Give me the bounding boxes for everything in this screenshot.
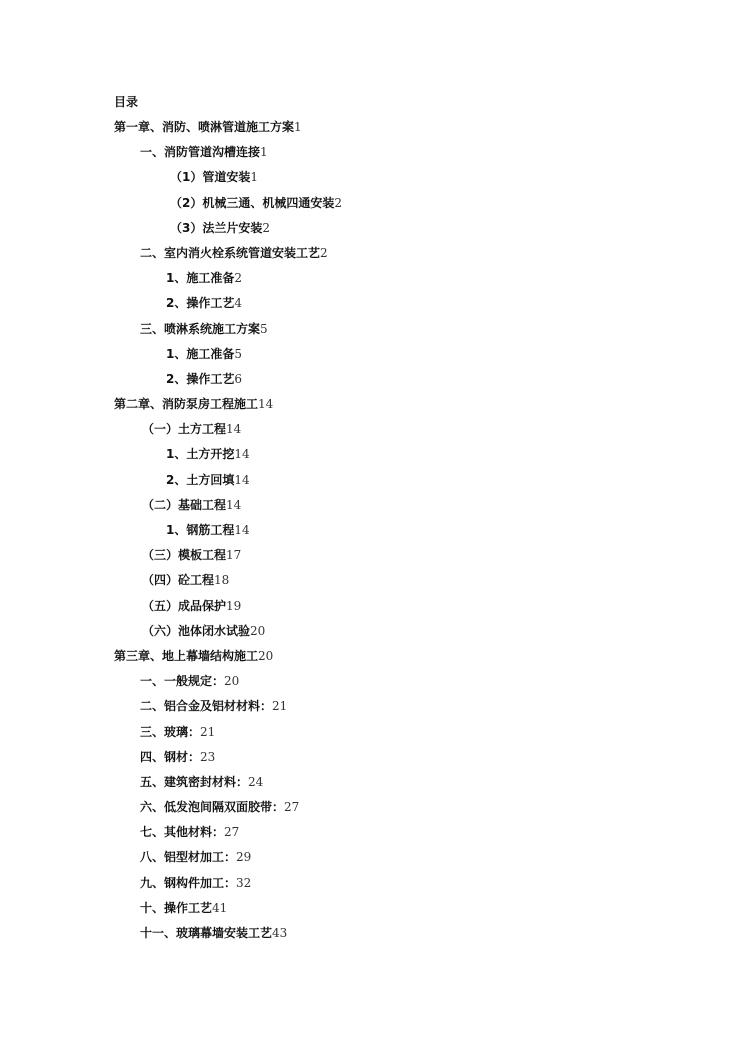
toc-entry[interactable] bbox=[0, 521, 744, 546]
toc-entry-page-number: 4 bbox=[234, 296, 242, 311]
toc-entry-label: 一、消防管道沟槽连接 bbox=[140, 145, 261, 160]
toc-entry-page-number: 20 bbox=[224, 674, 240, 689]
toc-entry[interactable] bbox=[0, 723, 744, 748]
toc-entry[interactable] bbox=[0, 395, 744, 420]
toc-list bbox=[0, 118, 744, 949]
toc-entry-label: 1、施工准备 bbox=[166, 346, 235, 361]
toc-entry[interactable] bbox=[0, 244, 744, 269]
toc-entry-label: 五、建筑密封材料： bbox=[140, 774, 249, 789]
toc-entry[interactable] bbox=[0, 924, 744, 949]
toc-entry-page-number: 1 bbox=[260, 145, 268, 160]
toc-entry-page-number: 41 bbox=[212, 900, 228, 915]
toc-entry-label: 七、其他材料： bbox=[140, 825, 225, 840]
toc-entry-page-number: 14 bbox=[258, 397, 274, 412]
toc-entry[interactable] bbox=[0, 899, 744, 924]
toc-entry-page-number: 17 bbox=[226, 548, 242, 563]
toc-entry-page-number: 14 bbox=[226, 422, 242, 437]
toc-entry[interactable] bbox=[0, 194, 744, 219]
toc-entry[interactable] bbox=[0, 294, 744, 319]
toc-entry[interactable] bbox=[0, 269, 744, 294]
toc-entry-page-number: 6 bbox=[234, 371, 242, 386]
toc-entry-label: 2、土方回填 bbox=[166, 472, 235, 487]
toc-entry[interactable] bbox=[0, 748, 744, 773]
toc-entry-page-number: 21 bbox=[200, 724, 216, 739]
toc-entry-page-number: 5 bbox=[234, 346, 242, 361]
toc-entry-label: （三）模板工程 bbox=[142, 548, 227, 563]
toc-entry-label: （一）土方工程 bbox=[142, 422, 227, 437]
toc-entry[interactable] bbox=[0, 672, 744, 697]
toc-entry-label: 1、土方开挖 bbox=[166, 447, 235, 462]
toc-entry-label: 三、玻璃： bbox=[140, 724, 201, 739]
toc-entry-label: 十一、玻璃幕墙安装工艺 bbox=[140, 926, 273, 940]
toc-entry-label: （2）机械三通、机械四通安装 bbox=[170, 195, 335, 210]
toc-entry-label: （五）成品保护 bbox=[142, 598, 227, 613]
toc-entry[interactable] bbox=[0, 370, 744, 395]
toc-entry-label: 1、施工准备 bbox=[166, 271, 235, 286]
toc-entry-page-number: 21 bbox=[272, 699, 288, 714]
toc-entry[interactable] bbox=[0, 168, 744, 193]
toc-entry-label: （四）砼工程 bbox=[142, 573, 215, 588]
toc-entry-page-number: 14 bbox=[234, 472, 250, 487]
toc-entry[interactable] bbox=[0, 773, 744, 798]
toc-entry-label: 十、操作工艺 bbox=[140, 900, 213, 915]
toc-title: 目录 bbox=[114, 95, 139, 109]
toc-entry-page-number: 43 bbox=[272, 926, 288, 940]
toc-entry[interactable] bbox=[0, 571, 744, 596]
toc-entry-page-number: 18 bbox=[214, 573, 230, 588]
toc-entry-label: （1）管道安装 bbox=[170, 170, 251, 185]
toc-entry[interactable] bbox=[0, 471, 744, 496]
toc-entry-page-number: 32 bbox=[236, 875, 252, 890]
toc-entry-page-number: 5 bbox=[260, 321, 268, 336]
toc-entry-page-number: 2 bbox=[262, 220, 270, 235]
toc-entry-label: 九、钢构件加工： bbox=[140, 875, 237, 890]
toc-entry[interactable] bbox=[0, 420, 744, 445]
toc-entry[interactable] bbox=[0, 597, 744, 622]
toc-entry[interactable] bbox=[0, 118, 744, 143]
toc-entry-label: 二、铝合金及铝材材料： bbox=[140, 699, 273, 714]
toc-entry-label: （3）法兰片安装 bbox=[170, 220, 263, 235]
toc-entry-page-number: 2 bbox=[320, 245, 328, 260]
toc-entry-label: 2、操作工艺 bbox=[166, 371, 235, 386]
toc-entry-page-number: 14 bbox=[226, 497, 242, 512]
toc-entry-label: （六）池体闭水试验 bbox=[142, 623, 251, 638]
toc-entry-page-number: 27 bbox=[284, 800, 300, 815]
toc-entry[interactable] bbox=[0, 496, 744, 521]
toc-entry[interactable] bbox=[0, 546, 744, 571]
toc-entry[interactable] bbox=[0, 143, 744, 168]
toc-entry[interactable] bbox=[0, 848, 744, 873]
toc-entry[interactable] bbox=[0, 798, 744, 823]
toc-entry-page-number: 2 bbox=[334, 195, 342, 210]
toc-entry-page-number: 1 bbox=[294, 120, 302, 134]
toc-entry-label: 六、低发泡间隔双面胶带： bbox=[140, 800, 285, 815]
toc-entry[interactable] bbox=[0, 345, 744, 370]
toc-entry[interactable] bbox=[0, 622, 744, 647]
toc-entry-page-number: 29 bbox=[236, 850, 252, 865]
toc-entry[interactable] bbox=[0, 320, 744, 345]
toc-entry-page-number: 24 bbox=[248, 774, 264, 789]
toc-entry[interactable] bbox=[0, 874, 744, 899]
toc-entry[interactable] bbox=[0, 647, 744, 672]
toc-entry-page-number: 23 bbox=[200, 749, 216, 764]
toc-entry-page-number: 20 bbox=[250, 623, 266, 638]
toc-entry-page-number: 20 bbox=[258, 648, 274, 663]
toc-entry-page-number: 27 bbox=[224, 825, 240, 840]
toc-entry-label: 第一章、消防、喷淋管道施工方案 bbox=[114, 120, 295, 134]
toc-entry-label: 三、喷淋系统施工方案 bbox=[140, 321, 261, 336]
toc-entry-page-number: 1 bbox=[250, 170, 258, 185]
toc-entry-label: 第二章、消防泵房工程施工 bbox=[114, 397, 259, 412]
toc-entry[interactable] bbox=[0, 697, 744, 722]
toc-entry[interactable] bbox=[0, 219, 744, 244]
toc-entry-label: 第三章、地上幕墙结构施工 bbox=[114, 648, 259, 663]
toc-entry-label: 四、钢材： bbox=[140, 749, 201, 764]
toc-entry-label: 2、操作工艺 bbox=[166, 296, 235, 311]
toc-entry-label: 1、钢筋工程 bbox=[166, 523, 235, 537]
toc-entry[interactable] bbox=[0, 823, 744, 848]
toc-entry-label: （二）基础工程 bbox=[142, 497, 227, 512]
toc-entry-page-number: 19 bbox=[226, 598, 242, 613]
toc-entry[interactable] bbox=[0, 445, 744, 470]
toc-entry-label: 一、一般规定： bbox=[140, 674, 225, 689]
toc-entry-label: 二、室内消火栓系统管道安装工艺 bbox=[140, 245, 321, 260]
toc-entry-page-number: 14 bbox=[234, 447, 250, 462]
toc-entry-page-number: 14 bbox=[234, 523, 250, 537]
toc-entry-label: 八、铝型材加工： bbox=[140, 850, 237, 865]
toc-entry-page-number: 2 bbox=[234, 271, 242, 286]
